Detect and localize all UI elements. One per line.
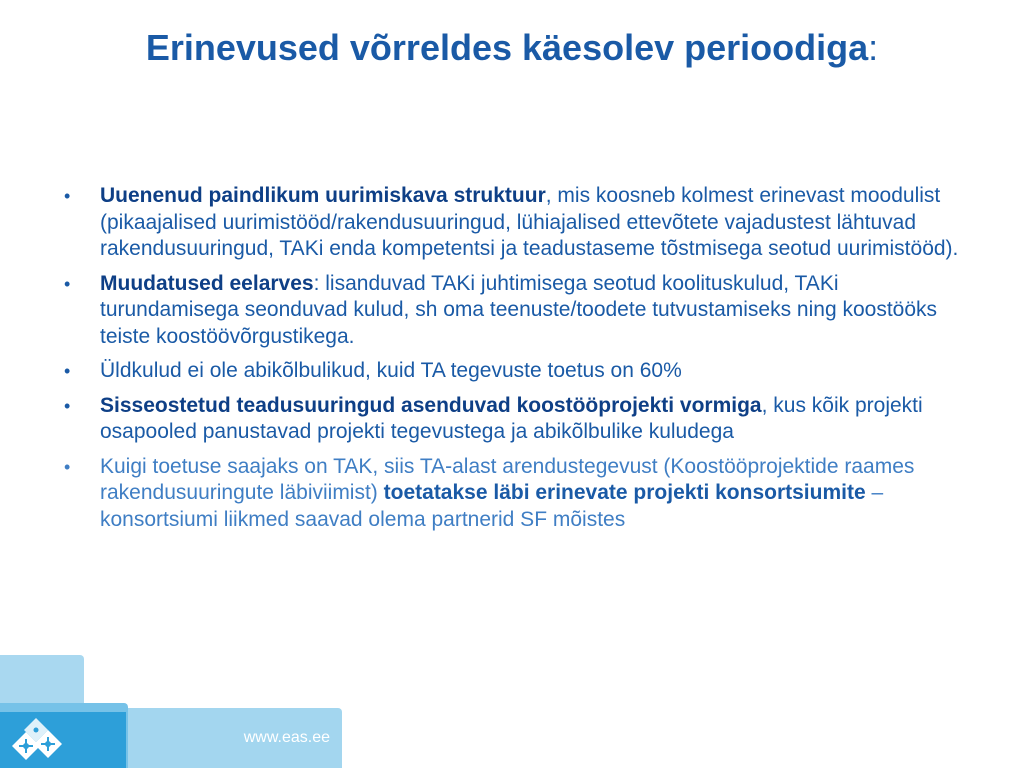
- bullet-text: Üldkulud ei ole abikõlbulikud, kuid TA tegevuste toetus on 60%: [100, 359, 682, 382]
- bullet-text: Kuigi toetuse saajaks on TAK, siis TA-alast arendustegevust (Koostööprojektide raames rakendusuuringute läbiviimist): [100, 454, 915, 504]
- bullet-bold-text: toetatakse läbi erinevate projekti konsortsiumite: [383, 481, 866, 504]
- bullet-dot-icon: •: [64, 361, 71, 381]
- bullet-text-after: – konsortsiumi liikmed saavad olema partnerid SF mõistes: [100, 481, 884, 531]
- bullet-text: , kus kõik projekti osapooled panustavad projekti tegevustega ja abikõlbulike kuludega: [100, 393, 923, 443]
- slide-title-colon: :: [868, 27, 879, 68]
- bullet-item: [62, 183, 962, 263]
- bullet-bold-text: Sisseostetud teadusuuringud asenduvad koostööprojekti vormiga: [100, 393, 762, 417]
- bullet-item: [62, 358, 962, 385]
- bullet-item: [62, 393, 962, 446]
- bullet-dot-icon: •: [64, 186, 71, 206]
- bullet-bold-text: Muudatused eelarves: [100, 271, 314, 295]
- slide-title: [100, 24, 924, 72]
- bullet-item: [62, 271, 962, 351]
- bullet-dot-icon: •: [64, 456, 71, 477]
- bullet-dot-icon: •: [64, 273, 71, 294]
- bullet-list: [62, 183, 962, 541]
- eas-snowflake-logo-icon: [6, 708, 70, 768]
- bullet-bold-text: Uuenenud paindlikum uurimiskava struktuur: [100, 184, 546, 207]
- bullet-text: , mis koosneb kolmest erinevast moodulist (pikaajalised uurimistööd/rakendusuuringud, lühiajalised ettevõtete vajadustest lähtuvad rakendusuuringud, TAKi enda kompetentsi ja teadustaseme tõstmisega seotud uurimistööd).: [100, 184, 959, 260]
- bullet-dot-icon: •: [64, 395, 71, 416]
- bullet-item: [62, 454, 962, 534]
- footer-url[interactable]: www.eas.ee: [243, 729, 330, 746]
- slide-title-text: Erinevused võrreldes käesolev perioodiga: [145, 27, 869, 68]
- bullet-text: : lisanduvad TAKi juhtimisega seotud koolituskulud, TAKi turundamisega seonduvad kulud, sh oma teenuste/toodete tutvustamiseks ning koostööks teiste koostöövõrgustikega.: [100, 271, 938, 348]
